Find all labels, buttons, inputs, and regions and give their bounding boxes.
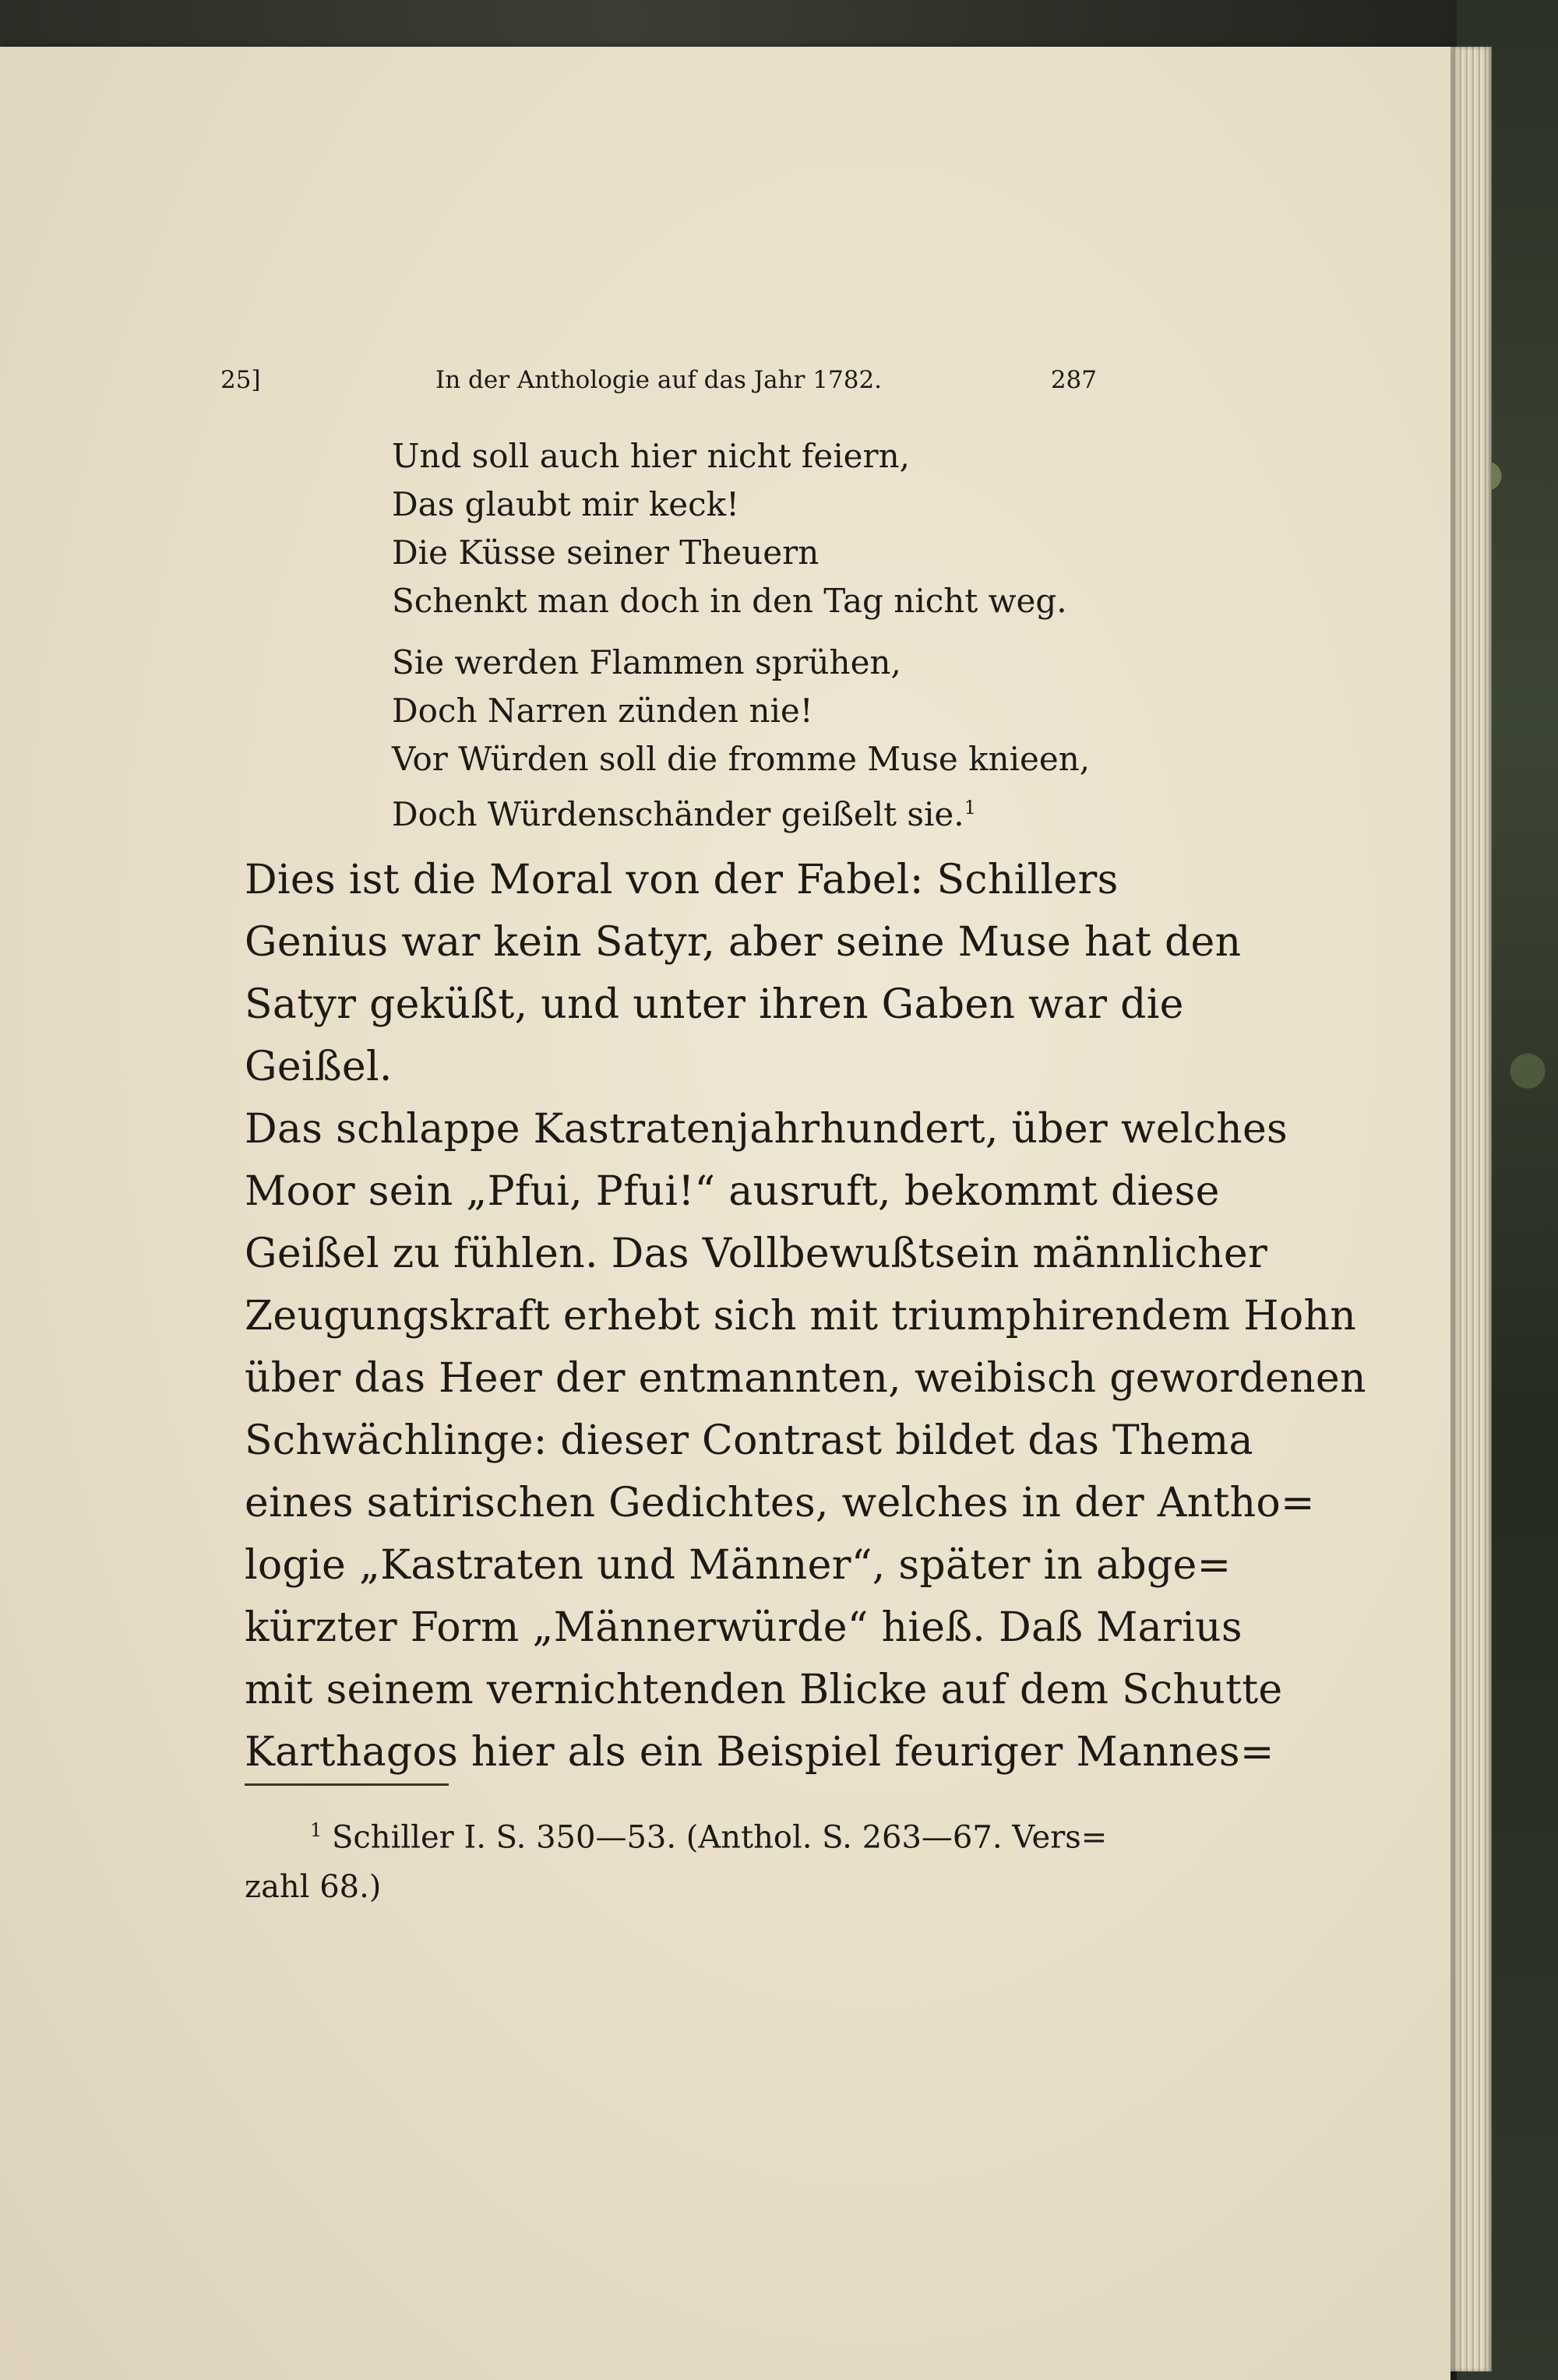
verse-line: Schenkt man doch in den Tag nicht weg. — [392, 582, 1067, 620]
page-number: 287 — [1050, 366, 1097, 394]
text-line: Schwächlinge: dieser Contrast bildet das Thema — [245, 1417, 1253, 1464]
paragraph-2 — [245, 1098, 1366, 1783]
footnote-marker: 1 — [310, 1819, 323, 1841]
text-line: Moor sein „Pfui, Pfui!“ ausruft, bekommt diese — [245, 1168, 1220, 1215]
text-line: Geißel. — [245, 1044, 393, 1090]
verse-line: Doch Narren zünden nie! — [392, 692, 813, 730]
text-line: Zeugungskraft erhebt sich mit triumphirendem Hohn — [245, 1293, 1357, 1340]
text-line: logie „Kastraten und Männer“, später in abge= — [245, 1542, 1232, 1589]
verse-line: Sie werden Flammen sprühen, — [392, 643, 901, 681]
footnote-line: zahl 68.) — [245, 1869, 382, 1906]
text-line: Geißel zu fühlen. Das Vollbewußtsein männlicher — [245, 1230, 1268, 1277]
verse-stanza-1 — [392, 432, 1093, 625]
text-line: eines satirischen Gedichtes, welches in der Antho= — [245, 1480, 1315, 1526]
footnote-line: $^1$ Schiller I. S. 350—53. (Anthol. S. 263—67. Vers= — [310, 1819, 1108, 1856]
verse-stanza-2 — [392, 639, 1093, 839]
footnote-separator — [245, 1783, 449, 1786]
paragraph-1 — [245, 849, 1242, 1098]
text-line: Dies ist die Moral von der Fabel: Schillers — [245, 857, 1119, 903]
verse-line: Doch Würdenschänder geißelt sie.$^1$ — [392, 795, 976, 833]
text-line: über das Heer der entmannten, weibisch gewordenen — [245, 1355, 1366, 1402]
verse-line: Das glaubt mir keck! — [392, 485, 739, 523]
running-title: In der Anthologie auf das Jahr 1782. — [435, 366, 883, 394]
text-line: Satyr geküßt, und unter ihren Gaben war die — [245, 981, 1184, 1028]
footnote — [245, 1805, 1108, 1912]
text-line: Das schlappe Kastratenjahrhundert, über welches — [245, 1106, 1288, 1153]
footnote-marker: 1 — [964, 797, 976, 819]
verse-line: Und soll auch hier nicht feiern, — [392, 437, 910, 475]
text-line: kürzter Form „Männerwürde“ hieß. Daß Marius — [245, 1604, 1243, 1651]
running-header — [220, 366, 1097, 405]
verse-line: Vor Würden soll die fromme Muse knieen, — [392, 740, 1091, 778]
text-line: Karthagos hier als ein Beispiel feuriger Mannes= — [245, 1729, 1274, 1776]
verse-line: Die Küsse seiner Theuern — [392, 533, 820, 572]
text-line: mit seinem vernichtenden Blicke auf dem Schutte — [245, 1667, 1283, 1713]
page-edges — [1445, 47, 1492, 2371]
text-line: Genius war kein Satyr, aber seine Muse hat den — [245, 919, 1242, 966]
section-number: 25] — [220, 366, 261, 394]
